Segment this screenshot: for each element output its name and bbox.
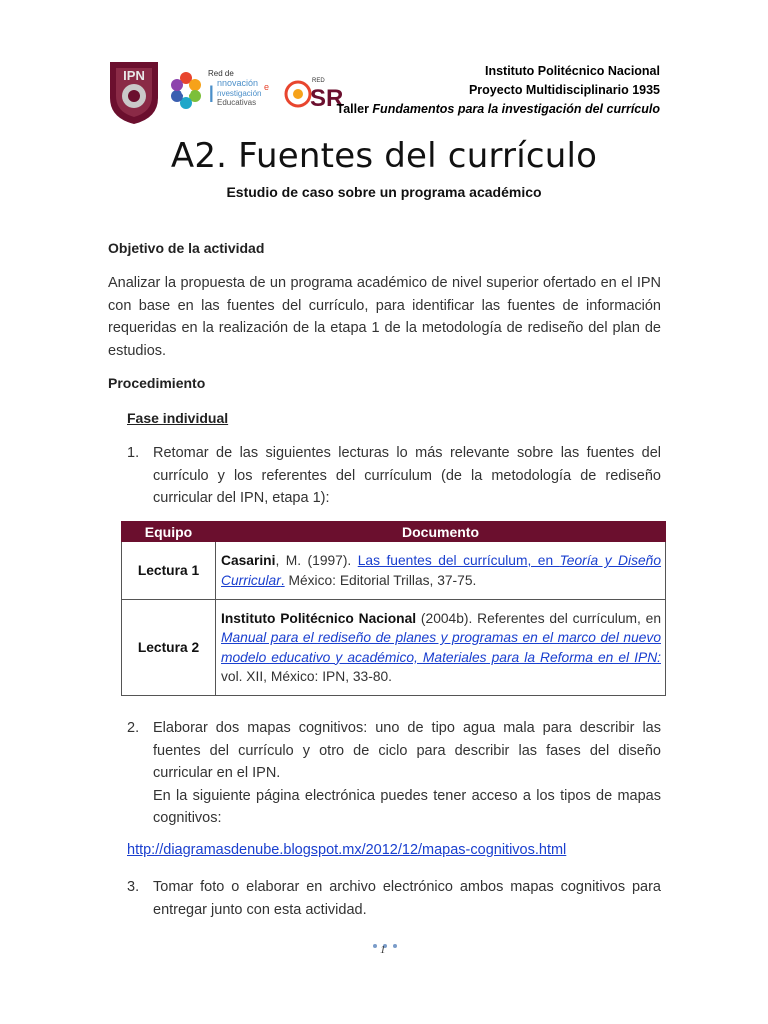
list-item: 3. Tomar foto o elaborar en archivo electrónico ambos mapas cognitivos para entregar junto con esta actividad.	[127, 879, 661, 918]
footer-dots-icon	[372, 936, 398, 942]
page-title: A2. Fuentes del currículo	[170, 136, 598, 176]
svg-text:Red de: Red de	[208, 69, 234, 78]
objective-text: Analizar la propuesta de un programa académico de nivel superior ofertado en el IPN con base en las fuentes del currículo, para identificar las fuentes de información requeridas en la realización de la etapa 1 de la metodología de rediseño del plan de estudios.	[108, 275, 661, 359]
ipn-logo-icon	[110, 62, 158, 124]
list-item: 1. Retomar de las siguientes lecturas lo más relevante sobre las fuentes del currículo y los referentes del currículum (de la metodología de rediseño curricular del IPN, etapa 1):	[127, 445, 661, 506]
header-workshop: Taller Fundamentos para la investigación del currículo	[336, 102, 660, 116]
svg-text:I: I	[208, 81, 215, 108]
col-header-document: Documento	[216, 522, 666, 542]
header-logos	[108, 58, 358, 126]
svg-text:RED: RED	[312, 78, 325, 84]
document-cell: Casarini, M. (1997). Las fuentes del currículum, en Teoría y Diseño Curricular. México: Editorial Trillas, 37-75.	[216, 542, 666, 600]
svg-text:nnovación: nnovación	[217, 78, 259, 88]
objective-heading: Objetivo de la actividad	[108, 240, 265, 256]
table-header-row	[122, 522, 666, 542]
header-info	[337, 62, 660, 119]
document-cell: Instituto Politécnico Nacional (2004b). Referentes del currículum, en Manual para el rediseño de planes y programas en el marco del nuevo modelo educativo y académico, Materiales para la Reforma en el IPN: vol. XII, México: IPN, 33-80.	[216, 600, 666, 696]
table-row	[122, 600, 666, 696]
svg-text:nvestigación: nvestigación	[217, 89, 262, 98]
cognitive-maps-link[interactable]: http://diagramasdenube.blogspot.mx/2012/12/mapas-cognitivos.html	[127, 842, 567, 858]
page-number: 1	[380, 944, 386, 956]
readings-table	[121, 521, 666, 696]
svg-text:Educativas: Educativas	[217, 98, 257, 107]
header-project: Proyecto Multidisciplinario 1935	[468, 83, 660, 97]
phase-heading: Fase individual	[127, 410, 229, 426]
team-cell: Lectura 1	[122, 542, 216, 600]
header-institution: Instituto Politécnico Nacional	[484, 64, 660, 78]
red-innovacion-logo-icon	[171, 69, 269, 109]
red-osr-logo-icon	[286, 78, 343, 112]
svg-text:SR: SR	[310, 85, 344, 112]
procedure-heading: Procedimiento	[108, 375, 206, 391]
team-cell: Lectura 2	[122, 600, 216, 696]
reading-1-link[interactable]: Las fuentes del currículum, en Teoría y Diseño Curricular.	[221, 553, 662, 588]
ipn-logo-text: IPN	[123, 68, 145, 83]
page-subtitle: Estudio de caso sobre un programa académico	[226, 184, 542, 200]
col-header-team: Equipo	[122, 522, 216, 542]
table-row	[122, 542, 666, 600]
list-item: 2. Elaborar dos mapas cognitivos: uno de tipo agua mala para describir las fuentes del currículo y otro de ciclo para describir las fases del diseño curricular en el IPN. En la siguiente página electrónica puedes tener acceso a los tipos de mapas cognitivos:	[127, 720, 661, 826]
svg-text:e: e	[264, 82, 270, 92]
reading-2-link[interactable]: Manual para el rediseño de planes y programas en el marco del nuevo modelo educativo y académico, Materiales para la Reforma en el IPN:	[221, 630, 661, 665]
